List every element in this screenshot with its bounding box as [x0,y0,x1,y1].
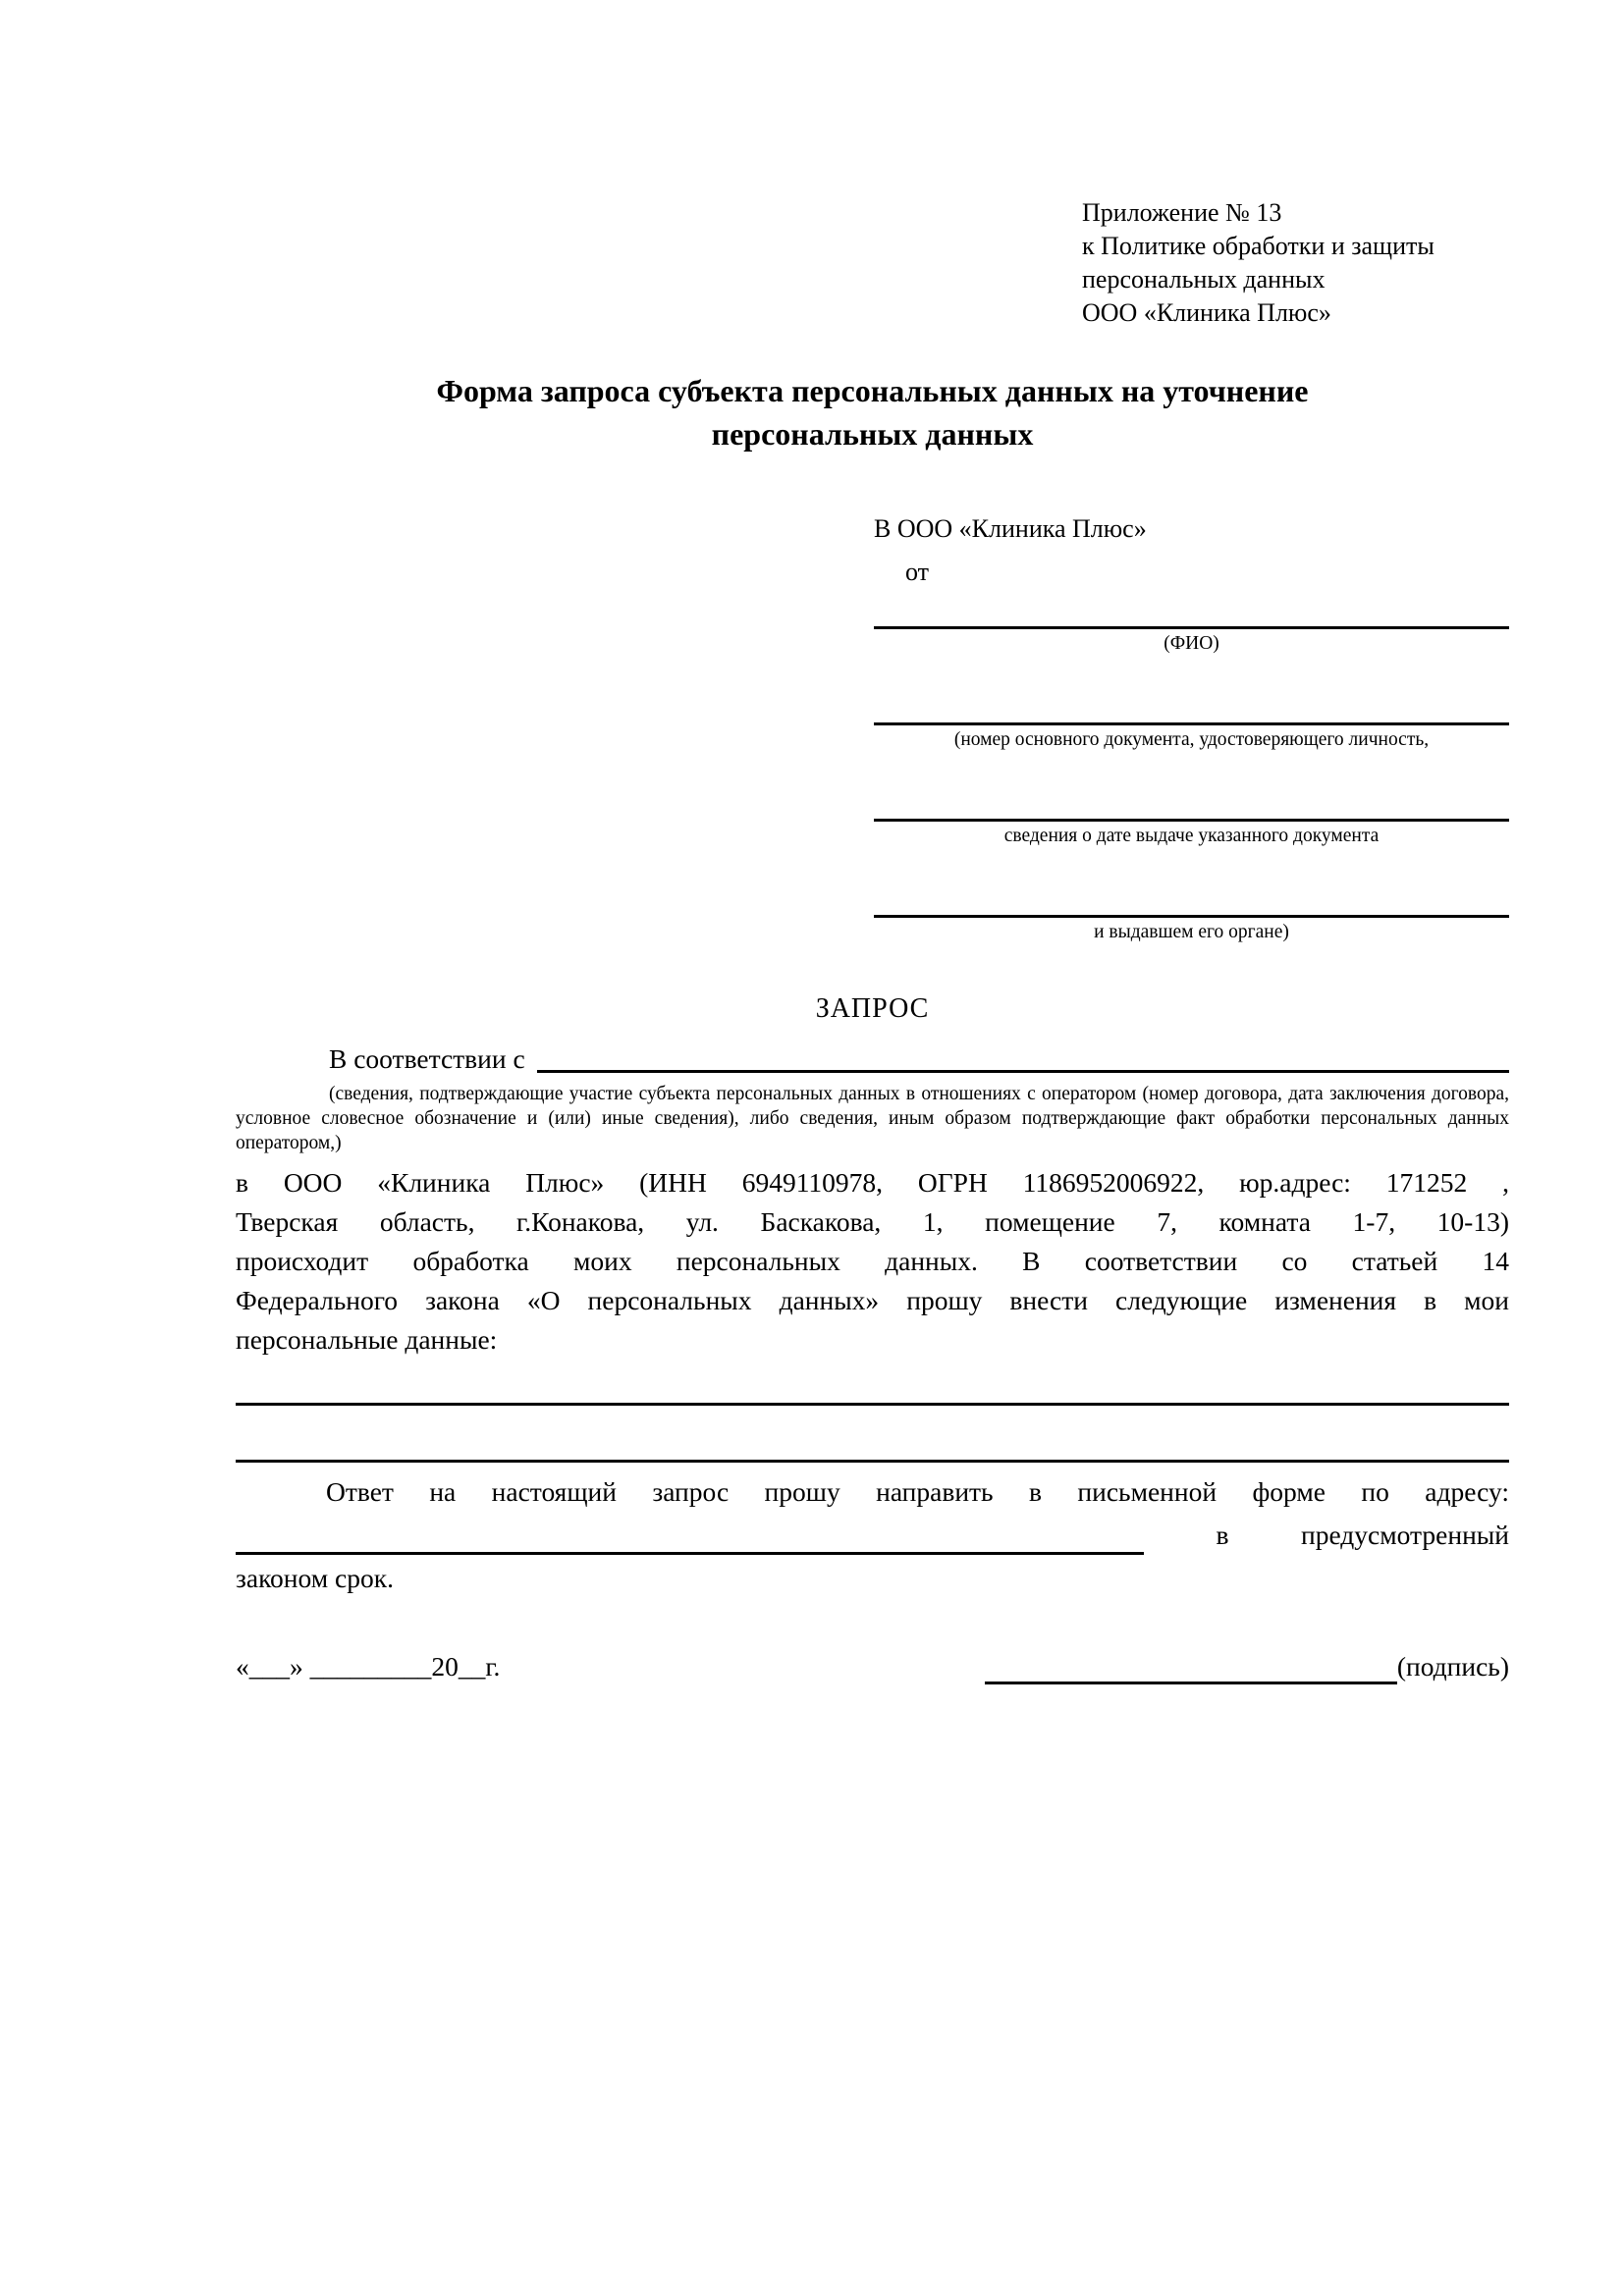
issue-date-caption: сведения о дате выдаче указанного документа [1003,826,1380,846]
document-content [236,196,1509,1684]
fio-caption: (ФИО) [1164,633,1219,654]
body-line-4: Федерального закона «О персональных данных» прошу внести следующие изменения в мои [236,1285,1509,1315]
form-title-line-2: персональных данных [711,416,1034,452]
answer-sentence: Ответ на настоящий запрос прошу направить в письменной форме по адресу: [326,1476,1509,1507]
body-line-2: Тверская область, г.Конакова, ул. Баскакова, 1, помещение 7, комната 1-7, 10-13) [236,1206,1509,1237]
accordance-blank-line [537,1041,1509,1073]
appendix-line-4: ООО «Клиника Плюс» [1082,298,1331,327]
addressee-to: В ООО «Клиника Плюс» [874,514,1147,543]
answer-address-row [236,1516,1509,1555]
issue-date-blank-line [874,793,1509,822]
fio-blank-line [874,601,1509,629]
answer-word-predusmotrenny: предусмотренный [1301,1520,1509,1550]
addressee-from-label: от [905,558,930,586]
changes-blank-line-1 [236,1360,1509,1406]
appendix-line-3: персональных данных [1082,265,1326,294]
address-blank-line [236,1521,1144,1555]
signature-blank-line [985,1654,1397,1684]
document-number-caption: (номер основного документа, удостоверяющего личность, [953,729,1430,750]
changes-blank-line-2 [236,1406,1509,1463]
document-number-blank-line [874,697,1509,725]
document-number-field [874,697,1509,752]
signature-group [985,1649,1509,1684]
accordance-row [236,1041,1509,1078]
body-line-1: в ООО «Клиника Плюс» (ИНН 6949110978, ОГРН 1186952006922, юр.адрес: 171252 , [236,1167,1509,1198]
date-blank: «___» _________20__г. [236,1651,501,1682]
request-heading: ЗАПРОС [815,993,930,1024]
body-line-5: персональные данные: [236,1324,498,1355]
legal-smallprint: (сведения, подтверждающие участие субъекта персональных данных в отношениях с оператором (номер договора, дата заключения договора, условное словесное обозначение и (или) иные сведения), либо сведения, иным образом подтверждающие факт обработки персональных данных оператором,) [236,1084,1509,1153]
body-line-3: происходит обработка моих персональных данных. В соответствии со статьей 14 [236,1246,1509,1276]
issuing-authority-blank-line [874,889,1509,918]
signature-caption: (подпись) [1396,1651,1509,1682]
date-signature-row [236,1649,1509,1684]
body-paragraph [236,1163,1509,1360]
fio-field [874,601,1509,656]
issuing-authority-field [874,889,1509,944]
answer-tail: законом срок. [236,1563,394,1593]
appendix-line-1: Приложение № 13 [1082,198,1282,227]
accordance-prefix: В соответствии с [329,1043,525,1074]
addressee-block [874,512,1509,944]
appendix-line-2: к Политике обработки и защиты [1082,232,1435,260]
form-title-line-1: Форма запроса субъекта персональных данных на уточнение [436,373,1309,408]
answer-word-v: в [1216,1520,1229,1550]
form-title [236,369,1509,455]
issuing-authority-caption: и выдавшем его органе) [1094,922,1289,942]
appendix-note [1082,196,1509,330]
issue-date-field [874,793,1509,848]
